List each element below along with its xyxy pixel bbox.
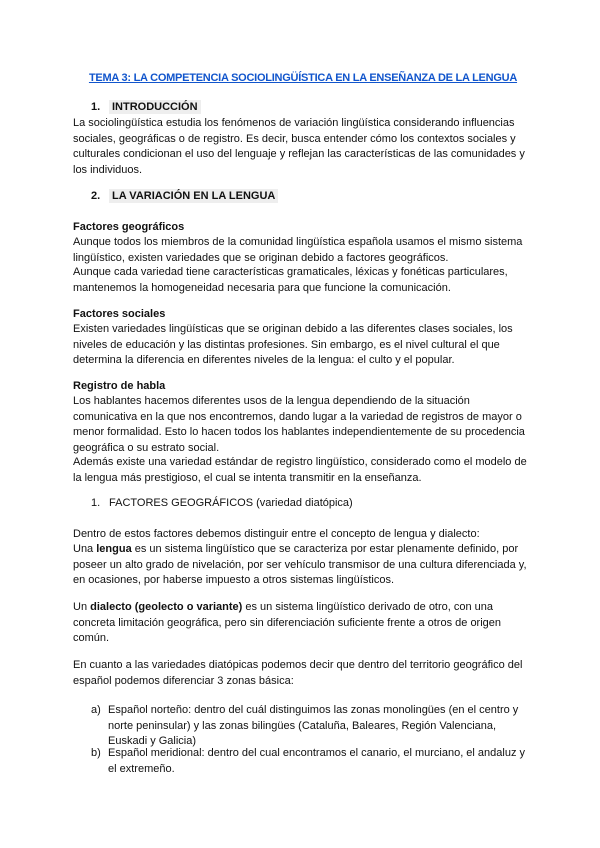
term-lengua: lengua: [96, 543, 132, 555]
list-marker: b): [91, 747, 101, 759]
subheading-sociales: Factores sociales: [73, 308, 166, 320]
variedades-diatopicas-paragraph: En cuanto a las variedades diatópicas podemos decir que dentro del territorio geográfico del español podemos diferenciar 3 zonas básica:: [73, 659, 523, 687]
list-item: [91, 703, 533, 750]
heading-text: FACTORES GEOGRÁFICOS (variedad diatópica): [109, 497, 353, 509]
text-run: es un sistema lingüístico que se caracteriza por estar plenamente definido, por poseer un alto grado de nivelación, por ser vehículo transmisor de una cultura diferenciada y, en ocasiones, por haberse impuesto a otros sistemas lingüísticos.: [73, 543, 527, 587]
geograficos-paragraph-1: Aunque todos los miembros de la comunidad lingüística española usamos el mismo sistema lingüístico, existen variedades que se originan debido a factores geográficos.: [73, 236, 523, 264]
heading-number: 2.: [91, 190, 101, 202]
list-item-text: Español norteño: dentro del cuál distinguimos las zonas monolingües (en el centro y norte peninsular) y las zonas bilingües (Cataluña, Baleares, Región Valenciana, Euskadi y Galicia): [108, 704, 519, 748]
lengua-dialecto-intro: Dentro de estos factores debemos distinguir entre el concepto de lengua y dialecto:: [73, 528, 480, 540]
list-marker: a): [91, 704, 101, 716]
registro-paragraph-1: Los hablantes hacemos diferentes usos de la lengua dependiendo de la situación comunicativa en la que nos encontremos, dando lugar a la variedad de registros de mayor o menor formalidad. Esto lo hacen todos los hablantes independientemente de su procedencia geográfica o su estrato social.: [73, 395, 525, 454]
list-item-text: Español meridional: dentro del cual encontramos el canario, el murciano, el andaluz y el extremeño.: [108, 747, 526, 775]
document-title: TEMA 3: LA COMPETENCIA SOCIOLINGÜÍSTICA EN LA ENSEÑANZA DE LA LENGUA: [88, 72, 518, 84]
subheading-geograficos: Factores geográficos: [73, 221, 185, 233]
heading-text: LA VARIACIÓN EN LA LENGUA: [109, 189, 278, 203]
heading-number: 1.: [91, 497, 101, 509]
dialecto-definition: [73, 600, 533, 647]
lengua-definition: [73, 542, 533, 589]
sociales-paragraph: Existen variedades lingüísticas que se originan debido a las diferentes clases sociales, los niveles de educación y las distintas profesiones. Sin embargo, es el nivel cultural el que determina la diferencia en diferentes niveles de la lengua: el culto y el popular.: [73, 323, 513, 367]
heading-factores-geograficos: [91, 497, 353, 509]
heading-introduccion: [91, 101, 201, 113]
term-dialecto: dialecto (geolecto o variante): [90, 601, 243, 613]
text-run: es un sistema lingüístico derivado de otro, con una concreta limitación geográfica, pero sin diferenciación suficiente frente a otros de origen común.: [73, 601, 502, 645]
heading-number: 1.: [91, 101, 101, 113]
text-run: Una: [73, 543, 97, 555]
intro-paragraph: La sociolingüística estudia los fenómenos de variación lingüística considerando influencias sociales, geográficas o de registro. Es decir, busca entender cómo los contextos sociales y culturales condicionan el uso del lenguaje y reflejan las características de las comunidades y los individuos.: [73, 117, 525, 176]
geograficos-paragraph-2: Aunque cada variedad tiene características gramaticales, léxicas y fonéticas particulares, mantenemos la homogeneidad necesaria para que funcione la comunicación.: [73, 266, 508, 294]
registro-paragraph-2: Además existe una variedad estándar de registro lingüístico, considerado como el modelo de la lengua más prestigioso, el cual se intenta transmitir en la enseñanza.: [73, 456, 527, 484]
heading-text: INTRODUCCIÓN: [109, 100, 201, 114]
text-run: Un: [73, 601, 91, 613]
list-item: [91, 746, 533, 777]
heading-variacion: [91, 190, 278, 202]
subheading-registro: Registro de habla: [73, 380, 166, 392]
